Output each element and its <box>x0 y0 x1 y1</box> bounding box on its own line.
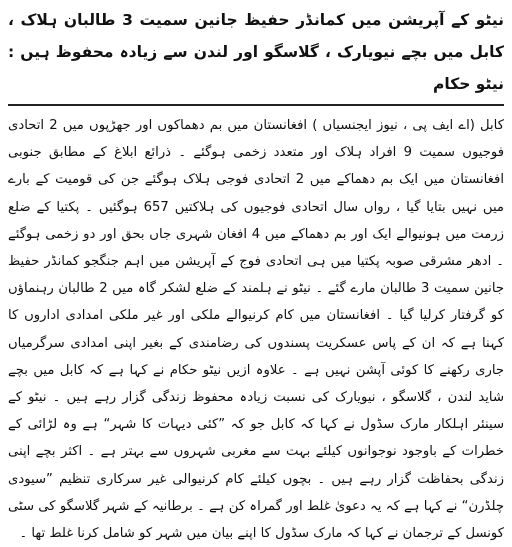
article-headline: نیٹو کے آپریشن میں کمانڈر حفیظ جانین سمیت 3 طالبان ہلاک ، کابل میں بچے نیویارک ، گلاسگو اور لندن سے زیادہ محفوظ ہیں : نیٹو حکام <box>8 11 504 93</box>
headline-divider <box>8 104 504 106</box>
article-body: کابل (اے ایف پی ، نیوز ایجنسیاں ) افغانستان میں بم دھماکوں اور جھڑپوں میں 2 اتحادی فوجیوں سمیت 9 افراد ہلاک اور متعدد زخمی ہوگئے ۔ ذرائع ابلاغ کے مطابق جنوبی افغانستان میں ایک بم دھماکے میں 2 اتحادی فوجی ہلاک ہوگئے جن کی قومیت کے بارے میں نہیں بتایا گیا ، رواں سال اتحادی فوجیوں کی ہلاکتیں 657 ہوگئیں ۔ پکتیا کے ضلع زرمت میں ہونیوالے ایک اور بم دھماکے میں 4 افغان شہری جاں بحق اور دو زخمی ہوگئے ۔ ادھر مشرقی صوبہ پکتیا میں ہی اتحادی فوج کے آپریشن میں اہم جنگجو کمانڈر حفیظ جانین سمیت 3 طالبان مارے گئے ۔ نیٹو نے ہلمند کے ضلع لشکر گاہ میں 2 طالبان رہنماؤں کو گرفتار کرلیا گیا ۔ افغانستان میں کام کرنیوالے ملکی اور غیر ملکی امدادی اداروں کا کہنا ہے کہ ان کے پاس عسکریت پسندوں کی رضامندی کے بغیر اپنی امدادی سرگرمیاں جاری رکھنے کا کوئی آپشن نہیں ہے ۔ علاوہ ازیں نیٹو حکام نے کہا ہے کہ کابل میں بچے شاید لندن ، گلاسگو ، نیویارک کی نسبت زیادہ محفوظ زندگی گزار رہے ہیں ۔ نیٹو کے سینئر اہلکار مارک سڈول نے کہا کہ کابل جو کہ ”کئی دیہات کا شہر“ ہے وہ لڑائی کے خطرات کے باوجود نوجوانوں کیلئے بہت سے مغربی شہروں سے بہتر ہے ۔ اکثر بچے اپنی زندگی بحفاظت گزار رہے ہیں ۔ بچوں کیلئے کام کرنیوالی غیر سرکاری تنظیم ”سیودی چلڈرن“ نے کہا ہے کہ یہ دعویٰ غلط اور گمراہ کن ہے ۔ برطانیہ کے شہر گلاسگو کی سٹی کونسل کے ترجمان نے کہا کہ مارک سڈول کا اپنے بیان میں شہر کو شامل کرنا غلط تھا ۔ <box>8 118 504 542</box>
